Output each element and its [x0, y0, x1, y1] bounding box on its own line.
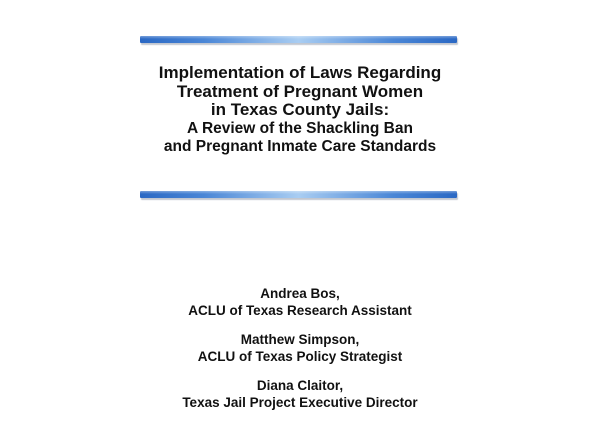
author-name: Diana Claitor,: [256, 378, 344, 393]
title-line-3: in Texas County Jails:: [210, 100, 390, 119]
subtitle-line-2: and Pregnant Inmate Care Standards: [163, 137, 437, 155]
author-entry: [0, 285, 600, 319]
report-title: [0, 64, 600, 156]
bottom-divider-rule: [140, 191, 457, 198]
author-name: Andrea Bos,: [260, 286, 340, 301]
author-entry: [0, 377, 600, 411]
author-role: ACLU of Texas Research Assistant: [188, 303, 412, 318]
author-name: Matthew Simpson,: [240, 332, 360, 347]
top-divider-rule: [140, 36, 457, 43]
title-line-2: Treatment of Pregnant Women: [176, 81, 424, 101]
subtitle-line-1: A Review of the Shackling Ban: [187, 119, 413, 137]
author-role: ACLU of Texas Policy Strategist: [197, 349, 403, 364]
author-entry: [0, 331, 600, 365]
author-list: [0, 285, 600, 423]
title-line-1: Implementation of Laws Regarding: [158, 63, 442, 82]
author-role: Texas Jail Project Executive Director: [182, 395, 418, 410]
